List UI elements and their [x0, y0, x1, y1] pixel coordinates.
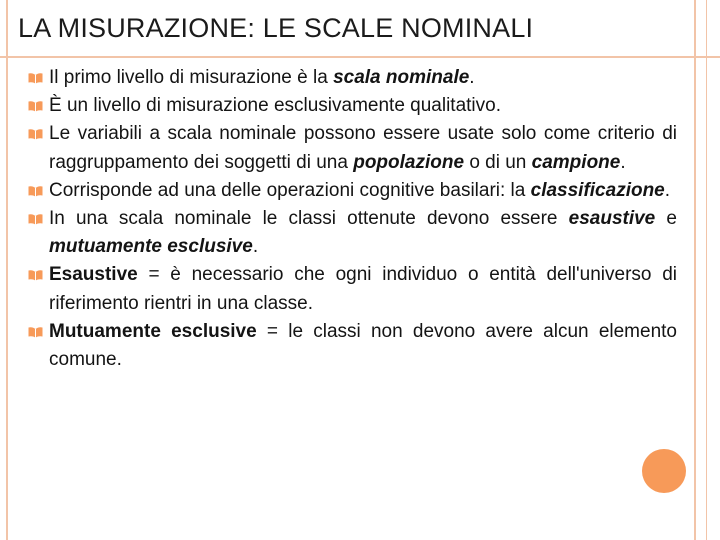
- open-book-icon: [28, 326, 43, 338]
- decorative-circle: [642, 449, 686, 493]
- bullet-item: [24, 92, 677, 120]
- term-classificazione: classificazione: [530, 179, 665, 201]
- frame-left-line: [6, 0, 8, 540]
- bullet-text: È un livello di misurazione esclusivamente qualitativo.: [49, 95, 502, 117]
- open-book-icon: [28, 128, 43, 140]
- bullet-text: Il primo livello di misurazione è la: [49, 67, 334, 88]
- bullet-text: o di un: [464, 151, 532, 173]
- open-book-icon: [28, 213, 43, 225]
- bullet-text: .: [469, 67, 475, 88]
- open-book-icon: [28, 185, 43, 197]
- frame-right-line-thin: [706, 0, 707, 540]
- bullet-text: = le classi non devono avere alcun elemento comune.: [49, 320, 677, 371]
- bullet-text: .: [664, 179, 671, 201]
- bullet-text: In una scala nominale le classi ottenute devono essere: [49, 208, 569, 230]
- bullet-item: [24, 318, 677, 374]
- bullet-item: [24, 64, 677, 92]
- bullet-text: .: [252, 236, 259, 258]
- slide-title: LA MISURAZIONE: LE SCALE NOMINALI: [18, 13, 534, 43]
- bullet-text: e: [655, 208, 677, 230]
- open-book-icon: [28, 72, 43, 84]
- term-esaustive-def: Esaustive: [49, 264, 138, 286]
- bullet-item: [24, 261, 677, 317]
- bullet-list: [24, 64, 677, 374]
- term-campione: campione: [531, 151, 621, 173]
- bullet-text: = è necessario che ogni individuo o entità dell'universo di riferimento rientri in una classe.: [49, 264, 677, 314]
- bullet-text: .: [620, 151, 626, 173]
- frame-top-line: [0, 56, 720, 58]
- term-esaustive: esaustive: [568, 208, 656, 230]
- bullet-item: [24, 177, 677, 205]
- term-mutuamente-esclusive-def: Mutuamente esclusive: [49, 320, 257, 342]
- term-popolazione: popolazione: [353, 151, 465, 173]
- term-mutuamente-esclusive: mutuamente esclusive: [49, 236, 253, 258]
- bullet-item: [24, 205, 677, 261]
- bullet-text: Corrisponde ad una delle operazioni cognitive basilari: la: [49, 179, 531, 201]
- frame-right-line: [694, 0, 696, 540]
- bullet-item: [24, 120, 677, 176]
- open-book-icon: [28, 269, 43, 281]
- open-book-icon: [28, 100, 43, 112]
- bullet-text: Le variabili a scala nominale possono essere usate solo come criterio di raggruppamento dei soggetti di una: [49, 123, 677, 173]
- term-scala-nominale: scala nominale: [333, 67, 470, 88]
